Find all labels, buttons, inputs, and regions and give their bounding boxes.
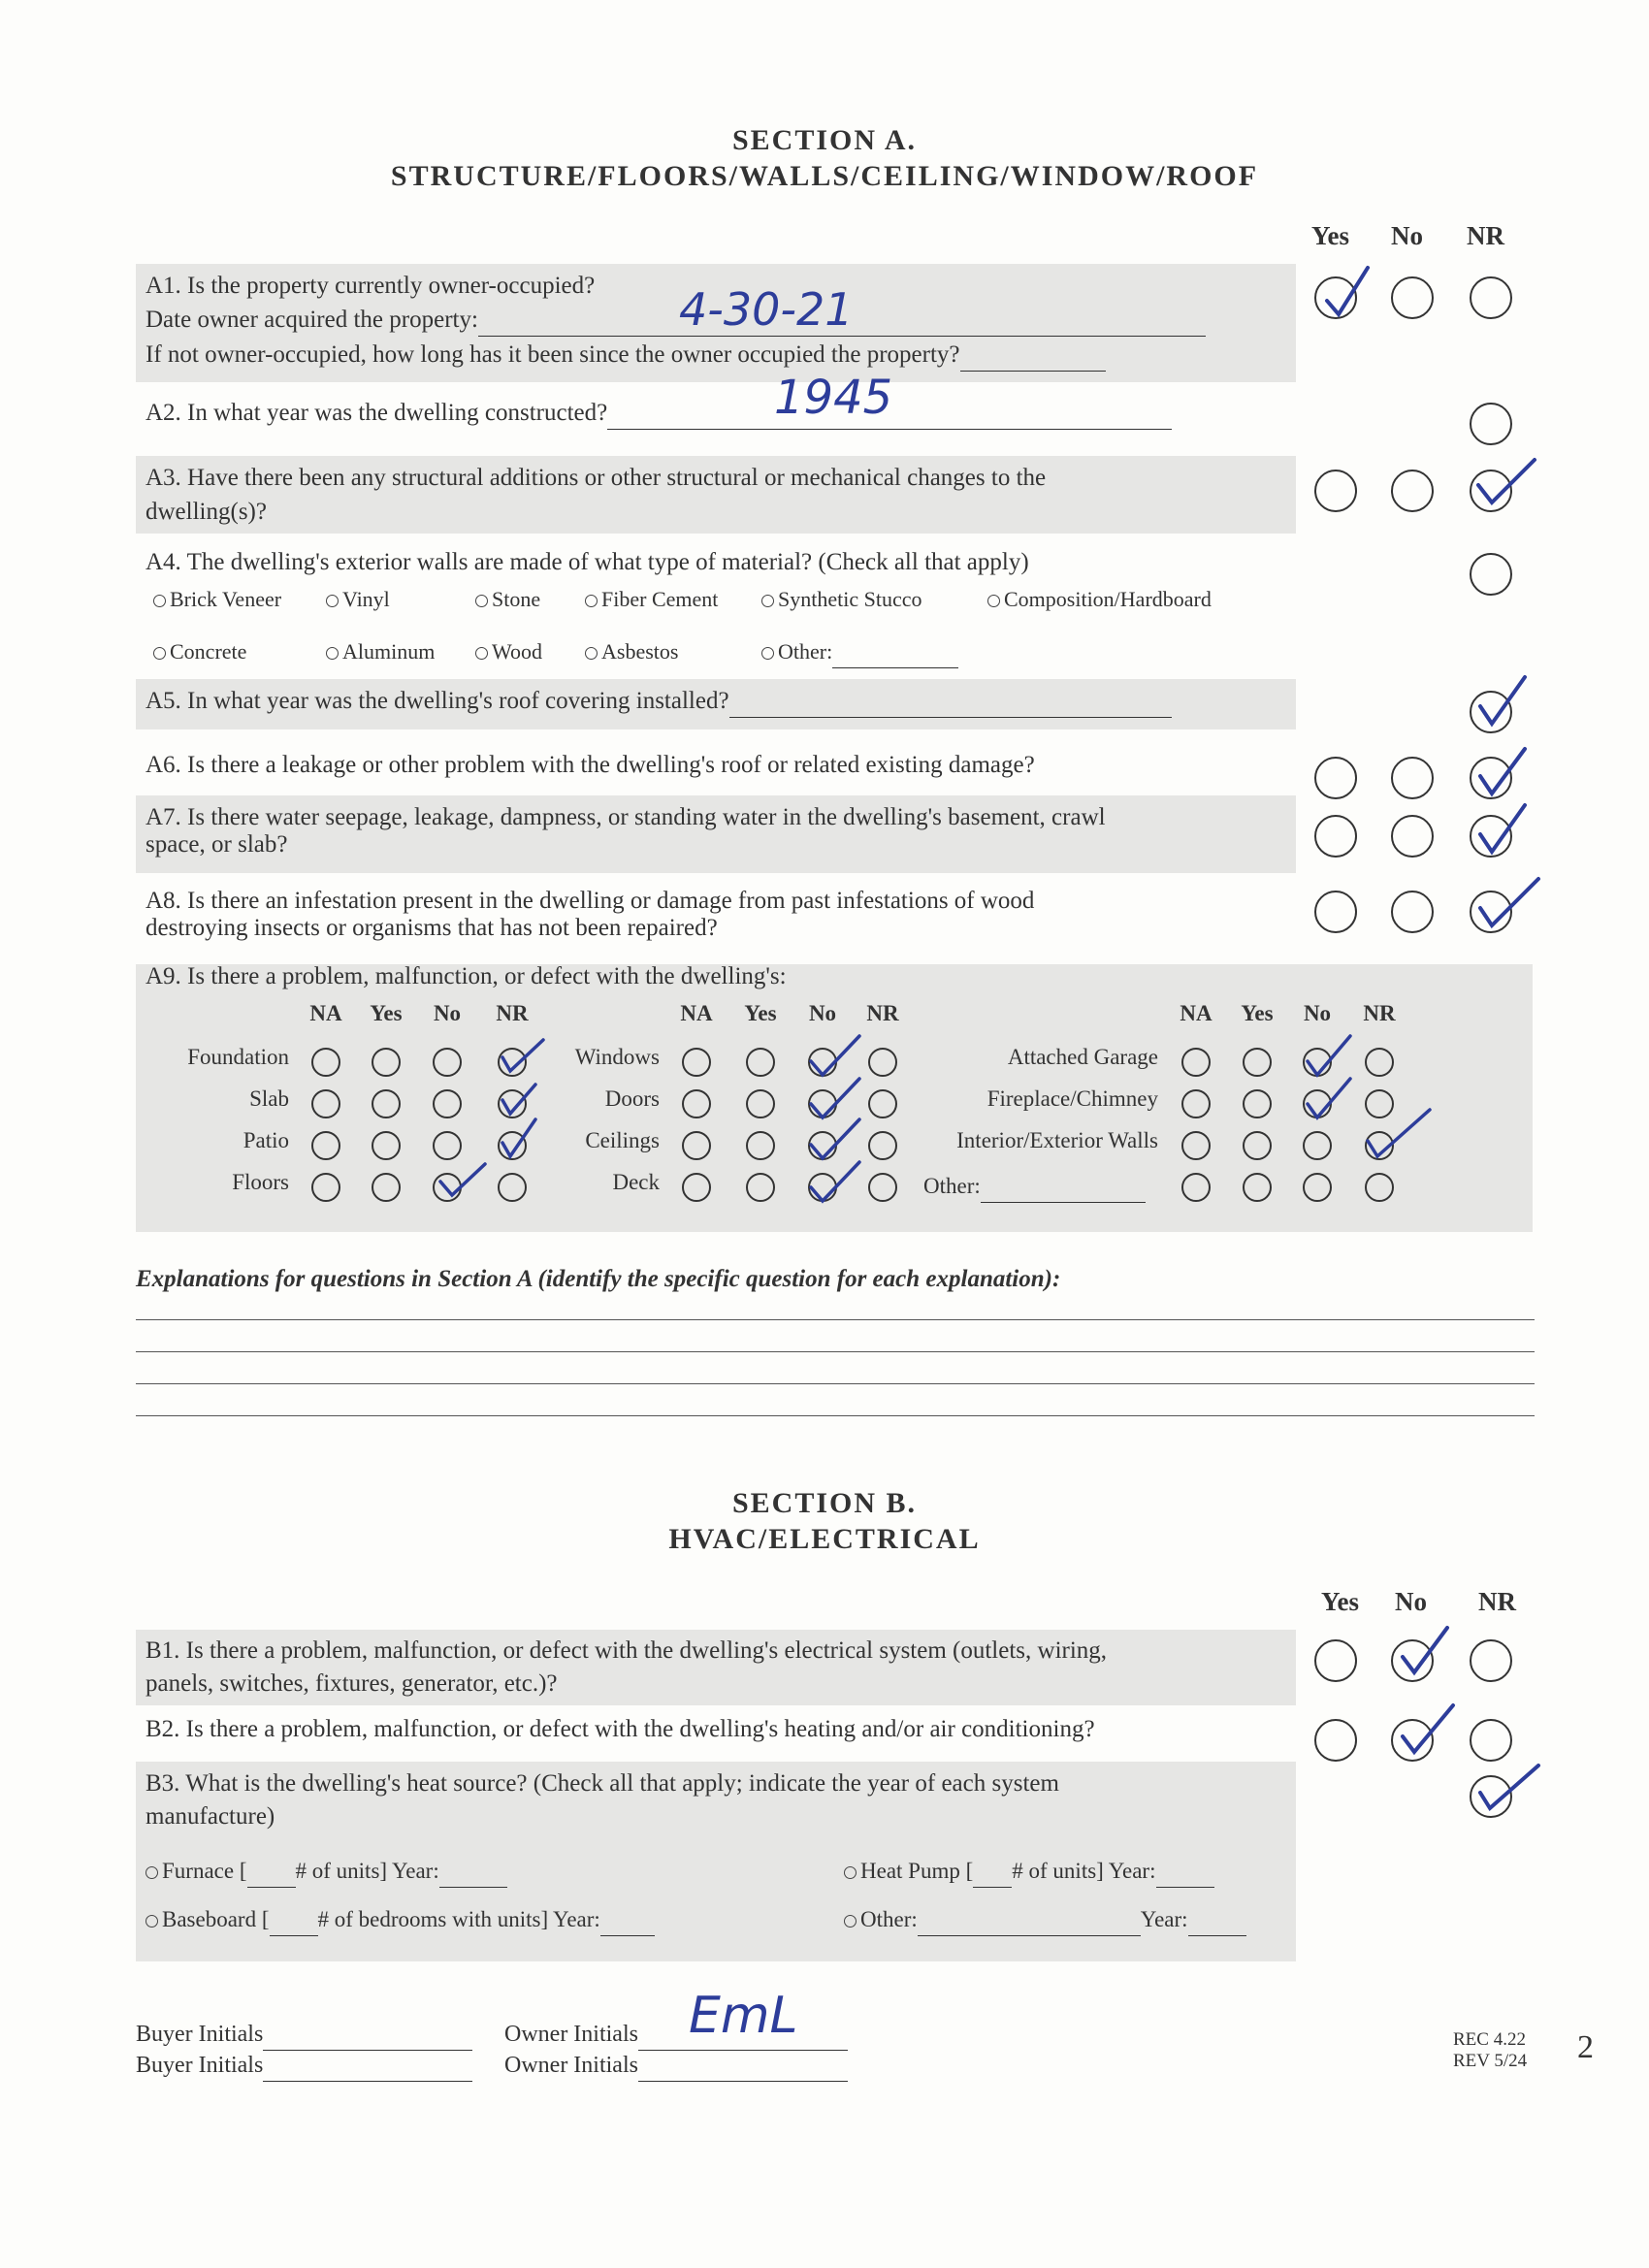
a9-grid3-na-header: NA (1180, 1001, 1212, 1025)
a9-windows-na-radio[interactable] (682, 1048, 711, 1077)
a9-floors-yes-radio[interactable] (372, 1173, 401, 1202)
a8-yes-radio[interactable] (1314, 891, 1357, 933)
explanation-line-4[interactable] (136, 1415, 1535, 1416)
a9-label-other: Other: (923, 1174, 981, 1198)
a9-deck-nr-radio[interactable] (868, 1173, 897, 1202)
a8-question-line2: destroying insects or organisms that has not been repaired? (146, 915, 718, 941)
b2-nr-radio[interactable] (1470, 1719, 1512, 1762)
a7-question-line1: A7. Is there water seepage, leakage, dampness, or standing water in the dwelling's basement, crawl (146, 804, 1106, 830)
a4-material-concrete[interactable]: Concrete (153, 635, 246, 668)
a8-no-radio[interactable] (1391, 891, 1434, 933)
a3-no-radio[interactable] (1391, 470, 1434, 512)
a9-interior-exterior-walls-yes-radio[interactable] (1243, 1131, 1272, 1160)
a9-label-slab: Slab (249, 1086, 289, 1111)
a9-grid1-yes-header: Yes (370, 1001, 403, 1025)
form-code: REC 4.22 (1453, 2029, 1526, 2050)
a9-grid2-nr-header: NR (866, 1001, 899, 1025)
page-number: 2 (1577, 2029, 1594, 2065)
a9-label-floors: Floors (232, 1170, 289, 1194)
a9-doors-na-radio[interactable] (682, 1089, 711, 1118)
a5-year-field[interactable] (729, 717, 1172, 718)
a9-label-windows: Windows (574, 1045, 660, 1069)
a9-grid2-yes-header: Yes (744, 1001, 777, 1025)
a9-patio-na-radio[interactable] (311, 1131, 340, 1160)
form-revision: REV 5/24 (1453, 2051, 1528, 2071)
a6-question: A6. Is there a leakage or other problem with the dwelling's roof or related existing damage? (146, 752, 1035, 778)
a9-attached-garage-nr-radio[interactable] (1365, 1048, 1394, 1077)
a4-material-stone[interactable]: Stone (475, 583, 540, 616)
a4-material-vinyl[interactable]: Vinyl (326, 583, 390, 616)
a9-floors-nr-radio[interactable] (498, 1173, 527, 1202)
b1-question-line2: panels, switches, fixtures, generator, etc.)? (146, 1670, 558, 1697)
a9-interior-exterior-walls-no-radio[interactable] (1303, 1131, 1332, 1160)
b2-yes-radio[interactable] (1314, 1719, 1357, 1762)
a9-windows-yes-radio[interactable] (746, 1048, 775, 1077)
a5-question: A5. In what year was the dwelling's roof covering installed? (146, 688, 729, 714)
b1-nr-radio[interactable] (1470, 1639, 1512, 1682)
b3-other-label: Other: (860, 1907, 918, 1931)
a9-fireplace-chimney-na-radio[interactable] (1181, 1089, 1211, 1118)
a2-row (146, 397, 1172, 430)
a1-date-field[interactable] (478, 336, 1206, 337)
a9-floors-na-radio[interactable] (311, 1173, 340, 1202)
b3-furnace-label: Furnace [ (162, 1859, 247, 1883)
owner-initials-2[interactable]: Owner Initials (504, 2049, 848, 2082)
a8-nr-checkmark (1474, 875, 1544, 933)
a1-if-not-row (146, 339, 1106, 372)
b1-question-line1: B1. Is there a problem, malfunction, or defect with the dwelling's electrical system (outlets, wiring, (146, 1637, 1108, 1664)
col-no-header: No (1391, 221, 1423, 250)
col-yes-header: Yes (1311, 221, 1349, 250)
b-col-no-header: No (1395, 1587, 1427, 1616)
a4-material-asbestos[interactable]: Asbestos (585, 635, 678, 668)
a3-nr-checkmark (1472, 454, 1540, 512)
a9-windows-nr-radio[interactable] (868, 1048, 897, 1077)
a2-nr-radio[interactable] (1470, 403, 1512, 445)
a9-other-row (923, 1170, 1146, 1203)
a4-material-wood[interactable]: Wood (475, 635, 542, 668)
a9-doors-nr-radio[interactable] (868, 1089, 897, 1118)
a9-grid3-nr-header: NR (1363, 1001, 1396, 1025)
a1-yes-checkmark (1319, 264, 1377, 322)
a9-grid1-na-header: NA (309, 1001, 342, 1025)
explanation-line-3[interactable] (136, 1383, 1535, 1384)
buyer-initials-2[interactable]: Buyer Initials (136, 2049, 472, 2082)
a3-yes-radio[interactable] (1314, 470, 1357, 512)
a9-fireplace-no-checkmark (1302, 1075, 1360, 1125)
a9-grid2-na-header: NA (680, 1001, 713, 1025)
a3-question-line1: A3. Have there been any structural additions or other structural or mechanical changes to the (146, 465, 1047, 491)
a4-question: A4. The dwelling's exterior walls are made of what type of material? (Check all that apply) (146, 549, 1029, 575)
a1-if-not-label: If not owner-occupied, how long has it been since the owner occupied the property? (146, 341, 960, 368)
a9-grid1-nr-header: NR (496, 1001, 529, 1025)
a1-no-radio[interactable] (1391, 276, 1434, 319)
a9-interior-exterior-walls-na-radio[interactable] (1181, 1131, 1211, 1160)
b3-baseboard-row[interactable]: Baseboard [ # of bedrooms with units] Year: (146, 1903, 655, 1936)
a9-label-attached-garage: Attached Garage (1007, 1045, 1158, 1069)
b-col-yes-header: Yes (1321, 1587, 1359, 1616)
a9-label-patio: Patio (242, 1128, 289, 1152)
a7-question-line2: space, or slab? (146, 831, 288, 858)
a9-question: A9. Is there a problem, malfunction, or defect with the dwelling's: (146, 963, 787, 989)
b3-furnace-row[interactable]: Furnace [ # of units] Year: (146, 1855, 507, 1888)
a1-date-value: 4-30-21 (679, 283, 854, 336)
b3-question-line2: manufacture) (146, 1803, 275, 1830)
a9-foundation-yes-radio[interactable] (372, 1048, 401, 1077)
a6-yes-radio[interactable] (1314, 757, 1357, 799)
section-a-subtitle: STRUCTURE/FLOORS/WALLS/CEILING/WINDOW/ROOF (390, 160, 1259, 192)
a7-no-radio[interactable] (1391, 815, 1434, 858)
a2-question: A2. In what year was the dwelling constructed? (146, 400, 608, 426)
a9-ceilings-na-radio[interactable] (682, 1131, 711, 1160)
a9-ceilings-nr-radio[interactable] (868, 1131, 897, 1160)
a9-deck-no-checkmark (805, 1158, 869, 1209)
a9-other-nr-radio[interactable] (1365, 1173, 1394, 1202)
a3-question-line2: dwelling(s)? (146, 499, 267, 525)
a9-grid3-yes-header: Yes (1241, 1001, 1274, 1025)
a4-material-other[interactable]: Other: (761, 635, 958, 668)
a4-material-composition[interactable]: Composition/Hardboard (987, 583, 1212, 616)
a9-label-walls: Interior/Exterior Walls (956, 1128, 1158, 1152)
a9-foundation-nr-checkmark (497, 1036, 551, 1081)
a4-nr-radio[interactable] (1470, 553, 1512, 596)
a9-other-yes-radio[interactable] (1243, 1173, 1272, 1202)
a1-date-row (146, 304, 1206, 337)
a9-deck-na-radio[interactable] (682, 1173, 711, 1202)
a6-nr-checkmark (1474, 743, 1533, 801)
a9-ceilings-yes-radio[interactable] (746, 1131, 775, 1160)
explanation-line-1[interactable] (136, 1319, 1535, 1320)
b3-heat-pump-label: Heat Pump [ (860, 1859, 974, 1883)
a9-floors-no-checkmark (435, 1160, 493, 1205)
b2-no-checkmark (1397, 1700, 1459, 1762)
a1-date-label: Date owner acquired the property: (146, 307, 478, 333)
a9-slab-no-radio[interactable] (433, 1089, 462, 1118)
a4-material-synthetic-stucco[interactable]: Synthetic Stucco (761, 583, 922, 616)
a9-label-foundation: Foundation (187, 1045, 289, 1069)
a9-deck-yes-radio[interactable] (746, 1173, 775, 1202)
a9-other-na-radio[interactable] (1181, 1173, 1211, 1202)
owner-initials-value: EmL (689, 1987, 798, 2045)
a9-grid1-no-header: No (433, 1001, 462, 1025)
a1-if-not-field[interactable] (960, 371, 1106, 372)
a9-label-doors: Doors (604, 1086, 660, 1111)
a9-attached-garage-yes-radio[interactable] (1243, 1048, 1272, 1077)
a9-foundation-na-radio[interactable] (311, 1048, 340, 1077)
b1-no-checkmark (1397, 1622, 1455, 1682)
a1-nr-radio[interactable] (1470, 276, 1512, 319)
a5-nr-checkmark (1474, 671, 1533, 733)
b1-yes-radio[interactable] (1314, 1639, 1357, 1682)
b2-question: B2. Is there a problem, malfunction, or defect with the dwelling's heating and/or air conditioning? (146, 1716, 1095, 1742)
a9-grid2-no-header: No (808, 1001, 837, 1025)
explanation-line-2[interactable] (136, 1351, 1535, 1352)
a9-other-no-radio[interactable] (1303, 1173, 1332, 1202)
b-col-nr-header: NR (1478, 1587, 1516, 1616)
a9-foundation-no-radio[interactable] (433, 1048, 462, 1077)
b3-baseboard-label: Baseboard [ (162, 1907, 270, 1931)
a9-grid3-no-header: No (1303, 1001, 1332, 1025)
a2-year-field[interactable] (607, 429, 1172, 430)
section-a-title: SECTION A. (731, 124, 918, 156)
a9-label-fireplace: Fireplace/Chimney (986, 1086, 1158, 1111)
a9-label-ceilings: Ceilings (585, 1128, 660, 1152)
a4-material-aluminum[interactable]: Aluminum (326, 635, 435, 668)
a9-patio-yes-radio[interactable] (372, 1131, 401, 1160)
a5-row (146, 685, 1172, 718)
a4-material-brick[interactable]: Brick Veneer (153, 583, 281, 616)
a9-patio-nr-checkmark (497, 1116, 551, 1166)
a9-doors-yes-radio[interactable] (746, 1089, 775, 1118)
a1-question: A1. Is the property currently owner-occupied? (146, 273, 596, 299)
owner-initials-1[interactable]: Owner Initials (504, 2018, 848, 2051)
a9-walls-nr-checkmark (1362, 1106, 1436, 1166)
a2-year-value: 1945 (774, 371, 893, 425)
explanations-label: Explanations for questions in Section A (identify the specific question for each explanation): (136, 1266, 1061, 1292)
a8-question-line1: A8. Is there an infestation present in the dwelling or damage from past infestations of wood (146, 888, 1035, 914)
b3-other-row[interactable]: Other: Year: (844, 1903, 1246, 1936)
a9-attached-garage-na-radio[interactable] (1181, 1048, 1211, 1077)
a4-material-fiber-cement[interactable]: Fiber Cement (585, 583, 718, 616)
section-b-subtitle: HVAC/ELECTRICAL (668, 1523, 981, 1555)
a9-slab-na-radio[interactable] (311, 1089, 340, 1118)
a9-fireplace-chimney-yes-radio[interactable] (1243, 1089, 1272, 1118)
section-b-title: SECTION B. (731, 1487, 918, 1519)
a7-yes-radio[interactable] (1314, 815, 1357, 858)
a9-label-deck: Deck (612, 1170, 660, 1194)
b3-nr-checkmark (1474, 1760, 1544, 1818)
a9-slab-yes-radio[interactable] (372, 1089, 401, 1118)
a6-no-radio[interactable] (1391, 757, 1434, 799)
a9-patio-no-radio[interactable] (433, 1131, 462, 1160)
buyer-initials-1[interactable]: Buyer Initials (136, 2018, 472, 2051)
a7-nr-checkmark (1474, 799, 1533, 858)
b3-heat-pump-row[interactable]: Heat Pump [ # of units] Year: (844, 1855, 1214, 1888)
col-nr-header: NR (1467, 221, 1504, 250)
a9-other-field[interactable] (981, 1202, 1146, 1203)
b3-question-line1: B3. What is the dwelling's heat source? (Check all that apply; indicate the year of each system (146, 1770, 1059, 1797)
